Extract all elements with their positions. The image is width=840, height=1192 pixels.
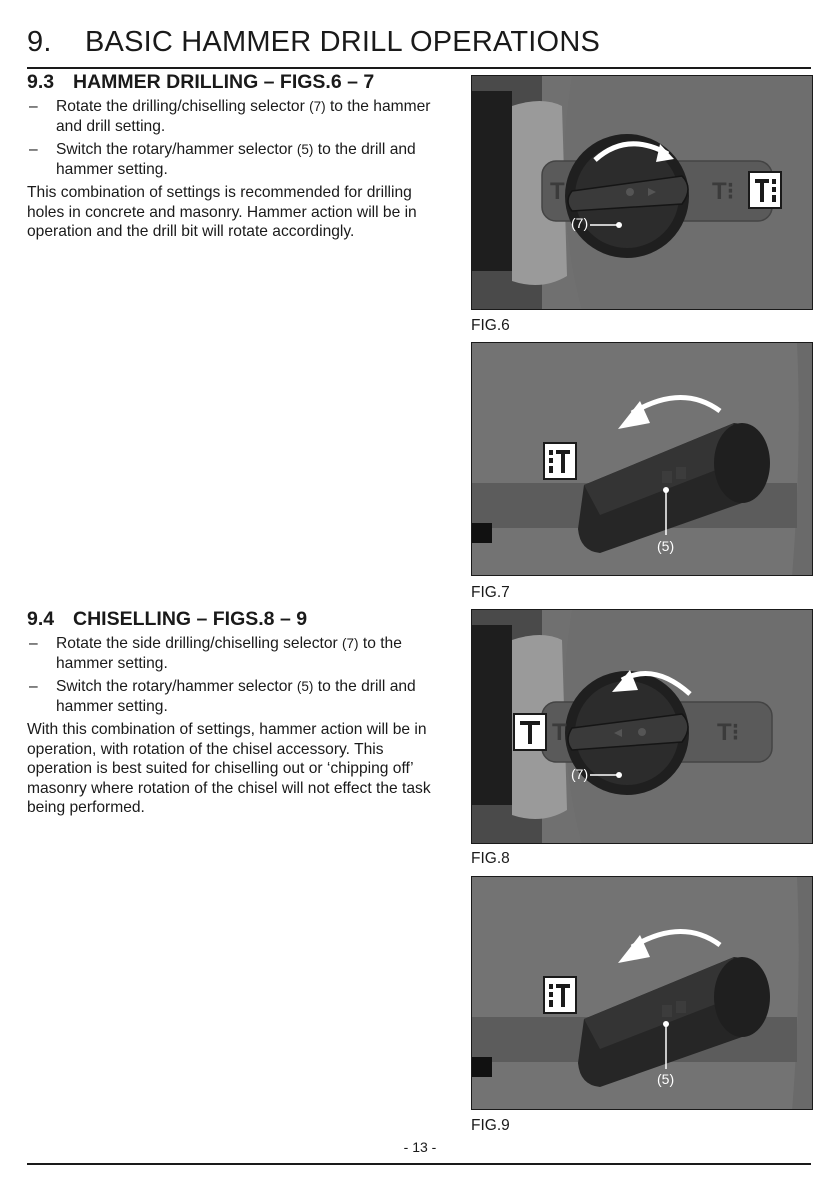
svg-text:T: T: [550, 178, 565, 205]
step-list: [27, 634, 452, 716]
bullet: –: [29, 98, 38, 115]
step-text: Switch the rotary/hammer selector: [56, 678, 297, 695]
figure-7-image: [471, 342, 813, 576]
subsection-number: 9.3: [27, 71, 55, 93]
figure-caption: FIG.8: [471, 850, 510, 867]
footer-rule: [27, 1163, 811, 1165]
section-paragraph: This combination of settings is recommended for drilling holes in concrete and masonry. Hammer action will be in operation and the drill bit will rotate accordingly.: [27, 184, 417, 240]
subsection-title: CHISELLING – FIGS.8 – 9: [73, 608, 308, 630]
step-text: to the hammer setting.: [56, 635, 402, 672]
section-hammer-drilling: [27, 71, 452, 242]
side-lever-illustration: [472, 343, 813, 576]
page-title: [27, 26, 600, 59]
section-heading: [27, 608, 452, 631]
selector-dial-illustration: [472, 610, 813, 844]
step-item: [27, 677, 452, 716]
figure-6-image: [471, 75, 813, 310]
part-reference: (7): [309, 99, 326, 114]
step-item: [27, 140, 452, 179]
subsection-title: HAMMER DRILLING – FIGS.6 – 7: [73, 71, 375, 93]
section-paragraph: With this combination of settings, hammer action will be in operation, with rotation of the chisel accessory. This operation is best suited for chiselling out or ‘chipping off’ masonry where rotation of the chisel will not effect the task being performed.: [27, 721, 431, 816]
part-reference: (7): [342, 636, 359, 651]
svg-text:T⁝: T⁝: [717, 719, 740, 746]
svg-text:T⁝: T⁝: [712, 178, 735, 205]
figure-caption: FIG.7: [471, 584, 510, 601]
header-rule: [27, 67, 811, 69]
selector-dial-illustration: [472, 76, 813, 310]
step-item: [27, 97, 452, 136]
subsection-number: 9.4: [27, 608, 55, 630]
part-reference: (5): [296, 679, 314, 694]
step-list: [27, 97, 452, 179]
svg-text:T: T: [552, 719, 567, 746]
step-item: [27, 634, 452, 673]
figure-caption: FIG.9: [471, 1117, 510, 1134]
bullet: –: [29, 678, 38, 695]
figure-9-image: [471, 876, 813, 1110]
section-heading: [27, 71, 452, 94]
callout-label: (5): [657, 538, 675, 554]
section-chiselling: [27, 608, 452, 818]
callout-label: (7): [571, 766, 589, 782]
section-number: 9.: [27, 26, 52, 58]
page-number: - 13 -: [403, 1139, 437, 1155]
part-reference: (5): [296, 142, 314, 157]
bullet: –: [29, 635, 38, 652]
step-text: Rotate the drilling/chiselling selector: [56, 98, 310, 115]
step-text: Switch the rotary/hammer selector: [56, 141, 297, 158]
step-text: to the hammer and drill setting.: [56, 98, 431, 135]
figure-caption: FIG.6: [471, 317, 510, 334]
step-text: Rotate the side drilling/chiselling selector: [56, 635, 343, 652]
step-text: to the drill and hammer setting.: [56, 141, 416, 178]
callout-label: (5): [657, 1071, 675, 1087]
side-lever-illustration: [472, 877, 813, 1110]
figure-8-image: [471, 609, 813, 844]
section-title: BASIC HAMMER DRILL OPERATIONS: [85, 26, 600, 58]
bullet: –: [29, 141, 38, 158]
step-text: to the drill and hammer setting.: [56, 678, 416, 715]
callout-label: (7): [571, 215, 589, 231]
